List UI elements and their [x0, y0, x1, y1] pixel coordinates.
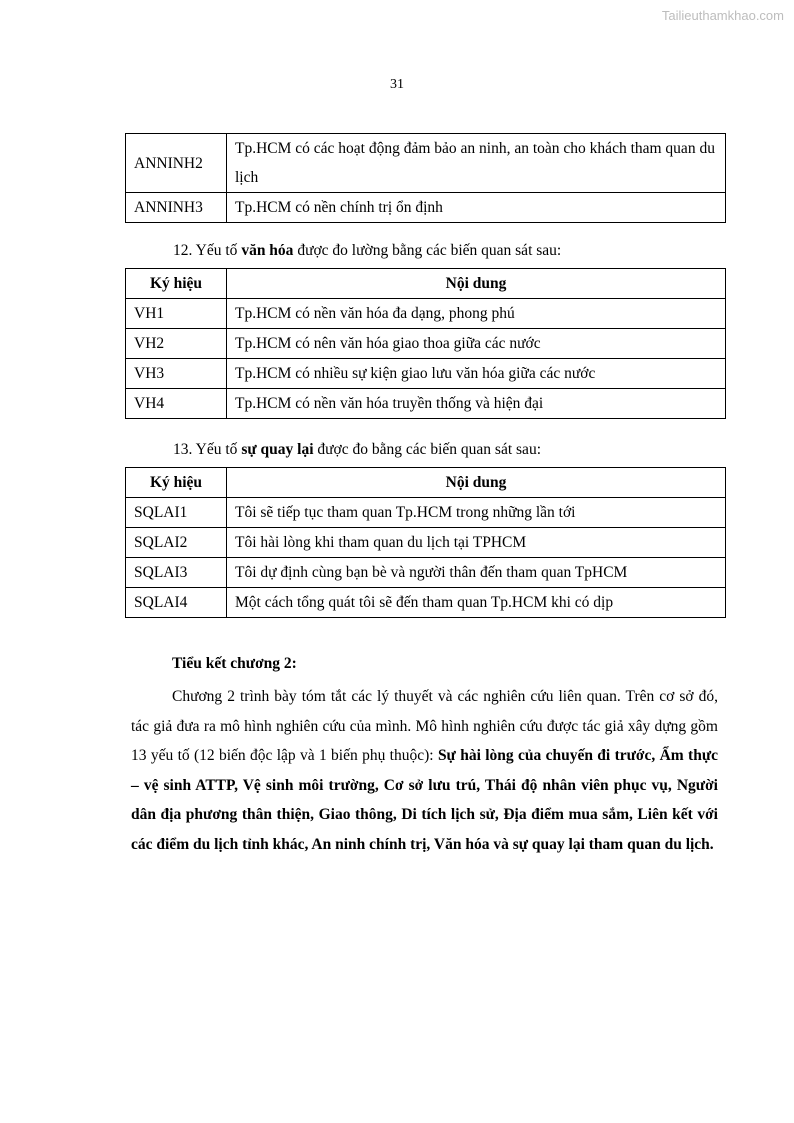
code-cell: SQLAI4: [126, 588, 227, 618]
section-13-intro: [173, 441, 541, 459]
table-row: [126, 498, 726, 528]
table-van-hoa: [125, 268, 726, 419]
content-cell: Tp.HCM có nên văn hóa giao thoa giữa các nước: [227, 329, 726, 359]
table-row: [126, 389, 726, 419]
header-content: Nội dung: [227, 269, 726, 299]
header-code: Ký hiệu: [126, 468, 227, 498]
content-cell: Tôi dự định cùng bạn bè và người thân đến tham quan TpHCM: [227, 558, 726, 588]
table-row: [126, 193, 726, 223]
table-an-ninh: [125, 133, 726, 223]
table-row: [126, 558, 726, 588]
intro-prefix: 13. Yếu tố: [173, 441, 242, 458]
watermark: Tailieuthamkhao.com: [661, 8, 784, 23]
table-row: [126, 329, 726, 359]
summary-paragraph: [131, 682, 718, 859]
code-cell: VH2: [126, 329, 227, 359]
section-12-intro: [173, 242, 561, 260]
code-cell: SQLAI2: [126, 528, 227, 558]
intro-bold: sự quay lại: [241, 441, 314, 458]
summary-title: Tiểu kết chương 2:: [172, 655, 297, 672]
code-cell: SQLAI1: [126, 498, 227, 528]
intro-suffix: được đo bằng các biến quan sát sau:: [313, 441, 541, 458]
table-row: [126, 134, 726, 193]
header-content: Nội dung: [227, 468, 726, 498]
code-cell: VH4: [126, 389, 227, 419]
content-cell: Tôi sẽ tiếp tục tham quan Tp.HCM trong những lần tới: [227, 498, 726, 528]
table-row: [126, 299, 726, 329]
code-cell: ANNINH3: [126, 193, 227, 223]
content-cell: Tôi hài lòng khi tham quan du lịch tại TPHCM: [227, 528, 726, 558]
code-cell: ANNINH2: [126, 134, 227, 193]
table-su-quay-lai: [125, 467, 726, 618]
table-row: [126, 588, 726, 618]
summary-text: Chương 2 trình bày tóm tắt các lý thuyết và các nghiên cứu liên quan. Trên cơ sở đó, tác giả đưa ra mô hình nghiên cứu của mình. Mô hình nghiên cứu được tác giả xây dựng gồm 13 yếu tố (12 biến độc lập và 1 biến phụ thuộc):: [131, 688, 718, 764]
table-row: [126, 359, 726, 389]
content-cell: Tp.HCM có nền văn hóa đa dạng, phong phú: [227, 299, 726, 329]
table-header-row: [126, 468, 726, 498]
content-cell: Tp.HCM có nhiều sự kiện giao lưu văn hóa giữa các nước: [227, 359, 726, 389]
content-cell: Tp.HCM có các hoạt động đảm bảo an ninh, an toàn cho khách tham quan du lịch: [227, 134, 726, 193]
table-row: [126, 528, 726, 558]
content-cell: Tp.HCM có nền văn hóa truyền thống và hiện đại: [227, 389, 726, 419]
summary-factors: Sự hài lòng của chuyến đi trước, Ẩm thực – vệ sinh ATTP, Vệ sinh môi trường, Cơ sở lưu trú, Thái độ nhân viên phục vụ, Người dân địa phương thân thiện, Giao thông, Di tích lịch sử, Địa điểm mua sắm, Liên kết với các điểm du lịch tỉnh khác, An ninh chính trị, Văn hóa và sự quay lại tham quan du lịch.: [131, 747, 718, 853]
code-cell: VH3: [126, 359, 227, 389]
header-code: Ký hiệu: [126, 269, 227, 299]
page-number: 31: [390, 77, 404, 92]
intro-bold: văn hóa: [241, 242, 294, 259]
intro-suffix: được đo lường bằng các biến quan sát sau:: [293, 242, 562, 259]
table-header-row: [126, 269, 726, 299]
code-cell: SQLAI3: [126, 558, 227, 588]
content-cell: Tp.HCM có nền chính trị ổn định: [227, 193, 726, 223]
code-cell: VH1: [126, 299, 227, 329]
content-cell: Một cách tổng quát tôi sẽ đến tham quan Tp.HCM khi có dịp: [227, 588, 726, 618]
intro-prefix: 12. Yếu tố: [173, 242, 242, 259]
